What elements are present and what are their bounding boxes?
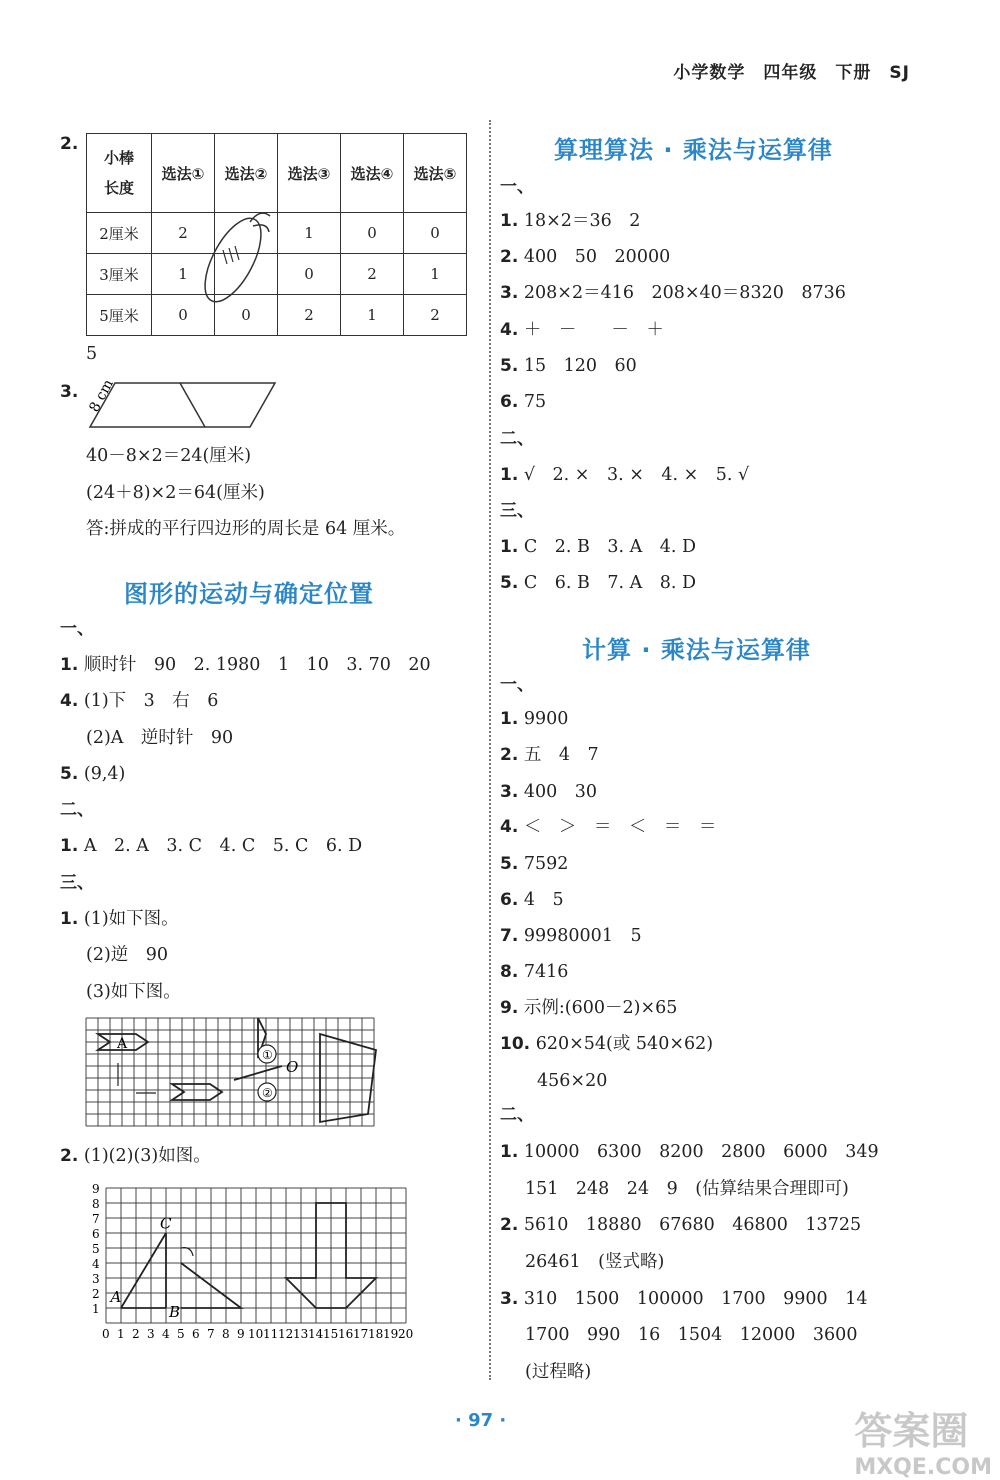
- column-divider: [489, 120, 491, 1380]
- x-tick-label: 3: [147, 1327, 155, 1341]
- item-text: 7592: [523, 854, 569, 874]
- shape-a-label: A: [117, 1036, 128, 1052]
- item-number: 10.: [500, 1034, 531, 1054]
- page-header: 小学数学 四年级 下册 SJ: [673, 63, 910, 83]
- x-tick-label: 11: [263, 1327, 279, 1341]
- watermark-url-text: MXQE.COM: [854, 1455, 992, 1480]
- item-number: 一、: [500, 177, 534, 197]
- item-number: 1.: [60, 655, 79, 675]
- item-number: 5.: [60, 764, 79, 784]
- item-number: 1.: [60, 909, 79, 929]
- item-text: √ 2. × 3. × 4. × 5. √: [523, 465, 750, 485]
- side-length-label: 8 cm: [86, 376, 117, 415]
- y-tick-label: 6: [92, 1227, 100, 1241]
- item-text: 1700 990 16 1504 12000 3600: [525, 1325, 858, 1345]
- item-number: 5.: [500, 356, 519, 376]
- circle-label-1: ①: [262, 1048, 273, 1062]
- item-number: 7.: [500, 926, 519, 946]
- item-text: 9900: [523, 709, 569, 729]
- item-number: 4.: [60, 691, 79, 711]
- x-tick-label: 1: [117, 1327, 125, 1341]
- item-number: 4.: [500, 320, 519, 340]
- item-text: 10000 6300 8200 2800 6000 349: [523, 1142, 879, 1162]
- rotation-grid-figure: [86, 1018, 386, 1130]
- item-number: 2.: [500, 247, 519, 267]
- x-tick-label: 14: [308, 1327, 324, 1341]
- point-b-label: B: [169, 1303, 181, 1321]
- item-text: 示例:(600－2)×65: [523, 998, 678, 1018]
- item-text: A 2. A 3. C 4. C 5. C 6. D: [83, 836, 363, 856]
- x-tick-label: 20: [398, 1327, 414, 1341]
- item-number: 1.: [500, 537, 519, 557]
- item-number: 一、: [500, 675, 534, 695]
- shape-translated: [172, 1084, 222, 1100]
- x-tick-label: 15: [323, 1327, 339, 1341]
- item-text: 620×54(或 540×62): [535, 1034, 714, 1054]
- circle-label-2: ②: [262, 1086, 273, 1100]
- item-text: 18×2＝36 2: [523, 211, 641, 231]
- table-cell: 2: [404, 295, 467, 336]
- item-text: C 2. B 3. A 4. D: [523, 537, 697, 557]
- item-text: 310 1500 100000 1700 9900 14: [523, 1289, 868, 1309]
- item-text: (2)A 逆时针 90: [86, 728, 234, 748]
- x-tick-label: 0: [102, 1327, 110, 1341]
- x-tick-label: 19: [383, 1327, 399, 1341]
- item-text: 75: [523, 392, 547, 412]
- solution-line: 答:拼成的平行四边形的周长是 64 厘米。: [86, 519, 406, 539]
- item-text: (1)下 3 右 6: [83, 691, 219, 711]
- table-cell: 0: [152, 295, 215, 336]
- point-c-label: C: [160, 1214, 172, 1233]
- table-cell: 1: [341, 295, 404, 336]
- solution-line: 40－8×2＝24(厘米): [86, 446, 252, 466]
- item-number: 6.: [500, 890, 519, 910]
- item-text: 五 4 7: [523, 745, 599, 765]
- stick-length-table: [86, 133, 467, 336]
- question-number: 2.: [60, 134, 79, 154]
- item-number: 6.: [500, 392, 519, 412]
- x-tick-label: 2: [132, 1327, 140, 1341]
- point-o-label: O: [286, 1058, 299, 1076]
- y-tick-label: 1: [92, 1302, 100, 1316]
- y-tick-label: 8: [92, 1197, 100, 1211]
- watermark: [854, 1400, 992, 1480]
- solution-line: (24＋8)×2＝64(厘米): [86, 483, 265, 503]
- item-number: 2.: [60, 1146, 79, 1166]
- item-number: 三、: [60, 873, 94, 893]
- x-tick-label: 7: [207, 1327, 215, 1341]
- item-text: 99980001 5: [523, 926, 642, 946]
- item-text: ＜ ＞ ＝ ＜ ＝ ＝: [523, 817, 717, 837]
- x-tick-label: 5: [177, 1327, 185, 1341]
- item-number: 8.: [500, 962, 519, 982]
- table-header-cell: 选法③: [278, 134, 341, 213]
- carrot-sticker-icon: [195, 200, 275, 310]
- x-tick-label: 13: [293, 1327, 309, 1341]
- section-title: 算理算法 · 乘法与运算律: [554, 136, 833, 164]
- item-text: C 6. B 7. A 8. D: [523, 573, 697, 593]
- item-text: (9,4): [83, 764, 126, 784]
- y-tick-label: 9: [92, 1182, 100, 1196]
- item-text: (1)(2)(3)如图。: [83, 1146, 211, 1166]
- item-number: 4.: [500, 817, 519, 837]
- item-number: 5.: [500, 573, 519, 593]
- coordinate-grid-figure: [80, 1180, 414, 1345]
- table-cell: 0: [215, 295, 278, 336]
- table-cell: 0: [404, 213, 467, 254]
- answer-text: 5: [86, 344, 98, 364]
- table-header-cell: 小棒 长度: [87, 134, 152, 213]
- item-text: 顺时针 90 2. 1980 1 10 3. 70 20: [83, 655, 431, 675]
- x-tick-label: 10: [248, 1327, 264, 1341]
- watermark-logo-text: 答案圈: [854, 1409, 969, 1453]
- x-tick-label: 18: [368, 1327, 384, 1341]
- item-number: 1.: [500, 211, 519, 231]
- table-cell: 2: [152, 213, 215, 254]
- item-number: 3.: [500, 782, 519, 802]
- x-tick-label: 12: [278, 1327, 294, 1341]
- x-tick-label: 8: [222, 1327, 230, 1341]
- item-number: 3.: [500, 1289, 519, 1309]
- y-tick-label: 7: [92, 1212, 100, 1226]
- x-tick-label: 17: [353, 1327, 369, 1341]
- section-title: 图形的运动与确定位置: [124, 580, 374, 608]
- item-text: (1)如下图。: [83, 909, 179, 929]
- table-header-cell: 选法①: [152, 134, 215, 213]
- item-text: (过程略): [525, 1362, 592, 1382]
- item-text: 26461 (竖式略): [525, 1252, 665, 1272]
- item-text: 208×2＝416 208×40＝8320 8736: [523, 283, 846, 303]
- item-text: ＋ － － ＋: [523, 320, 664, 340]
- item-number: 1.: [500, 1142, 519, 1162]
- y-tick-label: 2: [92, 1287, 100, 1301]
- item-text: (3)如下图。: [86, 982, 181, 1002]
- item-number: 三、: [500, 501, 534, 521]
- item-number: 1.: [60, 836, 79, 856]
- rotation-arrow: [181, 1248, 193, 1256]
- x-tick-label: 9: [237, 1327, 245, 1341]
- section-title: 计算 · 乘法与运算律: [582, 636, 811, 664]
- x-tick-label: 16: [338, 1327, 354, 1341]
- y-tick-label: 3: [92, 1272, 100, 1286]
- point-a-label: A: [110, 1288, 122, 1306]
- item-number: 二、: [500, 1105, 534, 1125]
- table-cell: 1: [278, 213, 341, 254]
- item-text: 151 248 24 9 (估算结果合理即可): [525, 1179, 849, 1199]
- table-cell: 2: [341, 254, 404, 295]
- table-cell: 2: [278, 295, 341, 336]
- item-text: 7416: [523, 962, 569, 982]
- table-header-cell: 选法⑤: [404, 134, 467, 213]
- item-number: 1.: [500, 465, 519, 485]
- page-number: · 97 ·: [455, 1410, 507, 1431]
- item-text: 15 120 60: [523, 356, 637, 376]
- item-text: 4 5: [523, 890, 564, 910]
- x-tick-label: 6: [192, 1327, 200, 1341]
- item-number: 3.: [500, 283, 519, 303]
- item-text: 5610 18880 67680 46800 13725: [523, 1215, 862, 1235]
- item-number: 一、: [60, 619, 94, 639]
- table-cell: 1: [152, 254, 215, 295]
- item-text: 400 30: [523, 782, 598, 802]
- table-cell: 5厘米: [87, 295, 152, 336]
- x-tick-label: 4: [162, 1327, 170, 1341]
- table-cell: 2厘米: [87, 213, 152, 254]
- question-number: 3.: [60, 382, 79, 402]
- segment-ac: [121, 1233, 166, 1308]
- table-cell: 3厘米: [87, 254, 152, 295]
- item-number: 5.: [500, 854, 519, 874]
- item-text: 456×20: [537, 1071, 608, 1091]
- item-number: 2.: [500, 1215, 519, 1235]
- table-header-cell: 选法②: [215, 134, 278, 213]
- y-tick-label: 4: [92, 1257, 100, 1271]
- y-tick-label: 5: [92, 1242, 100, 1256]
- item-number: 1.: [500, 709, 519, 729]
- table-cell: 1: [404, 254, 467, 295]
- item-number: 二、: [60, 800, 94, 820]
- item-number: 9.: [500, 998, 519, 1018]
- item-text: (2)逆 90: [86, 945, 169, 965]
- table-cell: 0: [341, 213, 404, 254]
- item-text: 400 50 20000: [523, 247, 671, 267]
- parallelogram-figure: [85, 375, 285, 435]
- item-number: 二、: [500, 429, 534, 449]
- table-header-cell: 选法④: [341, 134, 404, 213]
- item-number: 2.: [500, 745, 519, 765]
- table-cell: 0: [278, 254, 341, 295]
